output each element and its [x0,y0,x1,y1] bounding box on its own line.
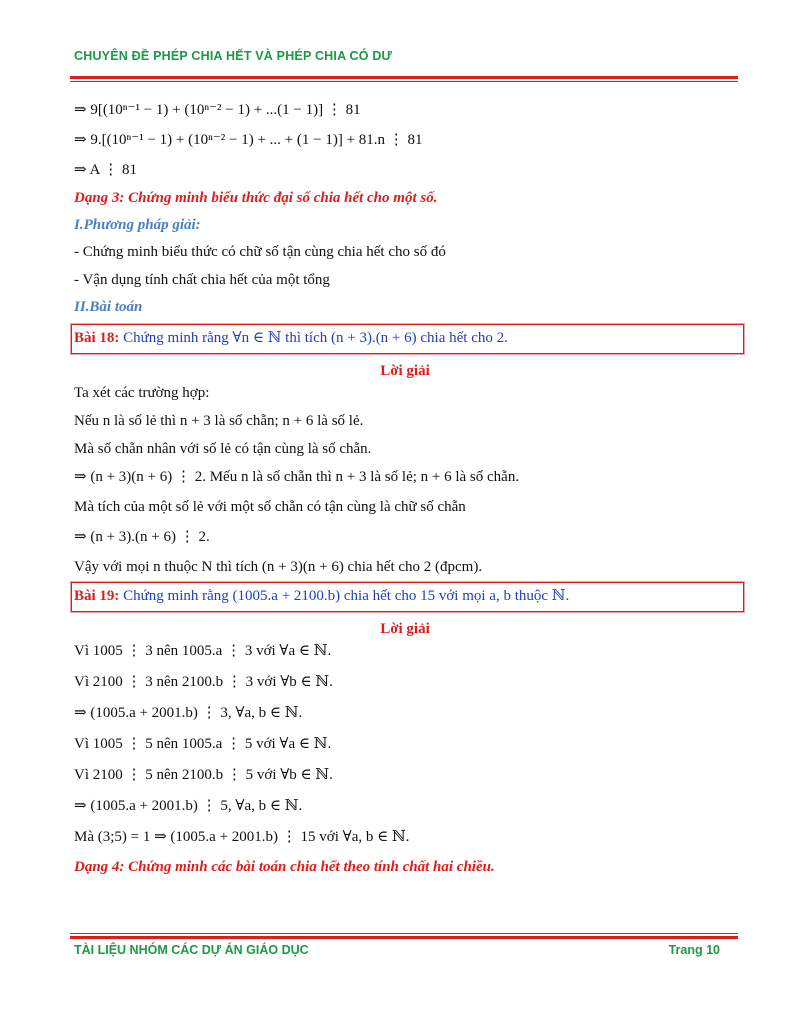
exercise-label: Bài 18: [74,330,120,346]
text-line: ⇒ (1005.a + 2001.b) ⋮ 3, ∀a, b ∈ ℕ. [74,705,303,721]
header-rule-thin [70,81,738,82]
text-line: Vì 2100 ⋮ 3 nên 2100.b ⋮ 3 với ∀b ∈ ℕ. [74,674,333,690]
header-rule [70,76,738,79]
text-line: Nếu n là số lẻ thì n + 3 là số chẵn; n + 6 là số lẻ. [74,413,364,429]
exercise-text: Chứng minh rằng (1005.a + 2100.b) chia hết cho 15 với mọi a, b thuộc ℕ. [123,588,570,604]
text-line: Vì 2100 ⋮ 5 nên 2100.b ⋮ 5 với ∀b ∈ ℕ. [74,767,333,783]
footer-rule-thin [70,933,738,934]
page-number: Trang 10 [668,943,720,957]
math-line: ⇒ A ⋮ 81 [74,162,137,178]
text-line: Mà tích của một số lẻ với một số chẵn có tận cùng là chữ số chẵn [74,499,466,515]
text-line: Vậy với mọi n thuộc N thì tích (n + 3)(n + 6) chia hết cho 2 (đpcm). [74,559,483,575]
section-heading: Dạng 3: Chứng minh biểu thức đại số chia hết cho một số. [74,190,438,206]
subsection-heading: II.Bài toán [74,299,143,315]
text-line: - Chứng minh biểu thức có chữ số tận cùng chia hết cho số đó [74,244,446,260]
solution-heading: Lời giải [380,621,430,637]
math-line: ⇒ 9.[(10ⁿ⁻¹ − 1) + (10ⁿ⁻² − 1) + ... + (1 − 1)] + 81.n ⋮ 81 [74,132,423,148]
text-line: Ta xét các trường hợp: [74,385,210,401]
text-line: - Vận dụng tính chất chia hết của một tổng [74,272,330,288]
section-heading: Dạng 4: Chứng minh các bài toán chia hết theo tính chất hai chiều. [74,859,495,875]
text-line: Vì 1005 ⋮ 5 nên 1005.a ⋮ 5 với ∀a ∈ ℕ. [74,736,332,752]
exercise-box [71,324,744,354]
footer-title: TÀI LIỆU NHÓM CÁC DỰ ÁN GIÁO DỤC [74,943,309,957]
text-line: Vì 1005 ⋮ 3 nên 1005.a ⋮ 3 với ∀a ∈ ℕ. [74,643,332,659]
text-line: ⇒ (1005.a + 2001.b) ⋮ 5, ∀a, b ∈ ℕ. [74,798,303,814]
exercise-label: Bài 19: [74,588,120,604]
text-line: ⇒ (n + 3)(n + 6) ⋮ 2. Mếu n là số chẵn thì n + 3 là số lẻ; n + 6 là số chẵn. [74,469,520,485]
exercise-box [71,582,744,612]
text-line: Mà số chẵn nhân với số lẻ có tận cùng là số chẵn. [74,441,372,457]
text-line: Mà (3;5) = 1 ⇒ (1005.a + 2001.b) ⋮ 15 với ∀a, b ∈ ℕ. [74,829,410,845]
footer-rule [70,936,738,939]
solution-heading: Lời giải [380,363,430,379]
text-line: ⇒ (n + 3).(n + 6) ⋮ 2. [74,529,210,545]
subsection-heading: I.Phương pháp giải: [74,217,201,233]
page-content [74,97,736,880]
page-header-title: CHUYÊN ĐỀ PHÉP CHIA HẾT VÀ PHÉP CHIA CÓ DƯ [74,49,393,63]
math-line: ⇒ 9[(10ⁿ⁻¹ − 1) + (10ⁿ⁻² − 1) + ...(1 − 1)] ⋮ 81 [74,102,361,118]
exercise-text: Chứng minh rằng ∀n ∈ ℕ thì tích (n + 3).(n + 6) chia hết cho 2. [123,330,508,346]
